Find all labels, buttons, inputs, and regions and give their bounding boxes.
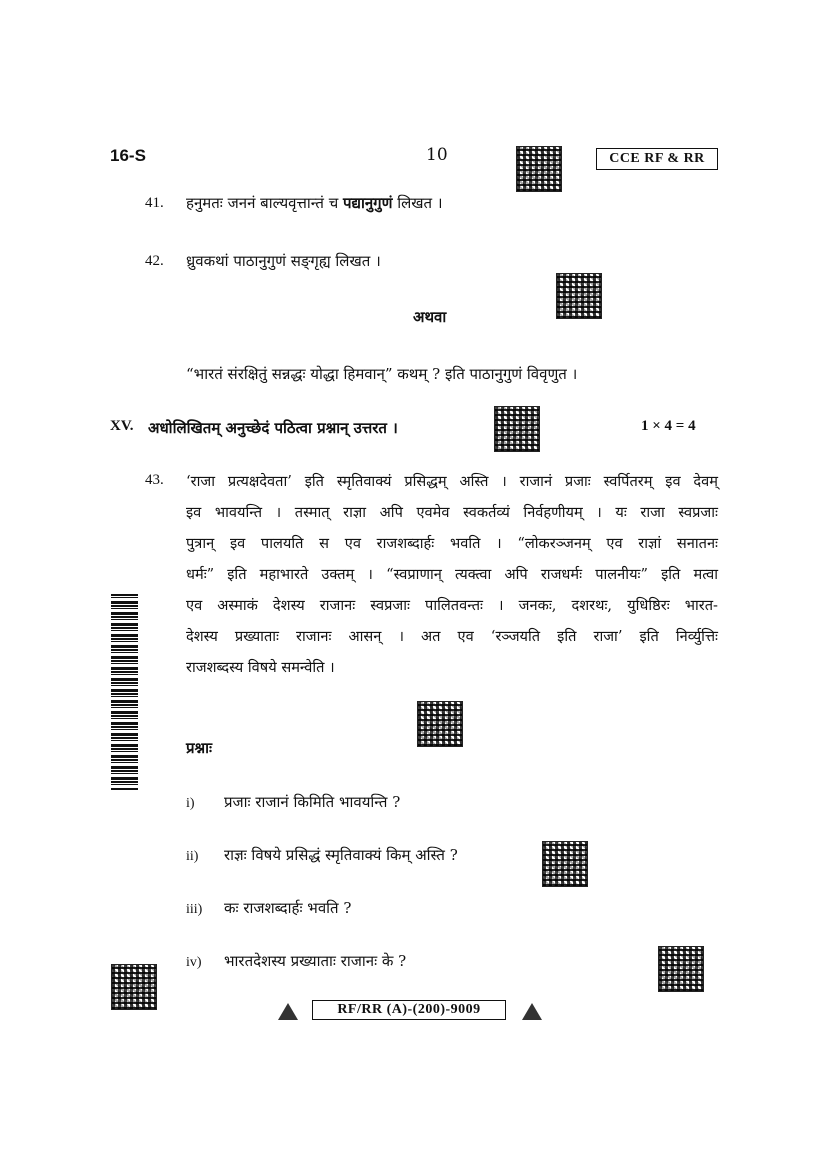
question-41-text-pre: हनुमतः जननं बाल्यवृत्तान्तं च [186, 194, 343, 212]
passage-line: एव अस्माकं देशस्य राजानः स्वप्रजाः पालितवन्तः । जनकः, दशरथः, युधिष्ठिरः भारत- [186, 597, 718, 614]
passage-line: धर्मः” इति महाभारते उक्तम् । “स्वप्राणान् त्यक्त्वा अपि राजधर्मः पालनीयः” इति मत्वा [186, 566, 718, 583]
sub-question-number-3: iii) [186, 902, 203, 917]
qr-code-section [494, 406, 540, 452]
qr-code-passage [417, 701, 463, 747]
sub-question-number-2: ii) [186, 849, 199, 864]
question-41 [186, 193, 443, 213]
qr-code-bottom-left [111, 964, 157, 1010]
footer-triangle-right [522, 1003, 542, 1020]
sub-question-4: भारतदेशस्य प्रख्याताः राजानः के ? [224, 952, 407, 970]
qr-code-header [516, 146, 562, 192]
qr-code-bottom-right [658, 946, 704, 992]
question-number-43: 43. [145, 472, 164, 488]
section-label: XV. [110, 418, 134, 434]
passage-line: ‘राजा प्रत्यक्षदेवता’ इति स्मृतिवाक्यं प्रसिद्धम् अस्ति । राजानं प्रजाः स्वर्पितरम् इव देवम् [186, 473, 718, 490]
section-marks: 1 × 4 = 4 [641, 418, 696, 434]
page-number: 10 [426, 145, 448, 165]
question-41-text-bold: पद्यानुगुणं [342, 194, 393, 212]
question-41-text-post: लिखत । [392, 194, 443, 212]
questions-label: प्रश्नाः [186, 739, 213, 757]
side-barcode [111, 594, 138, 790]
passage-line: राजशब्दस्य विषये समन्वेति । [186, 659, 335, 676]
footer-triangle-left [278, 1003, 298, 1020]
passage-line: पुत्रान् इव पालयति स एव राजशब्दार्हः भवति । “लोकरञ्जनम् एव राज्ञां सनातनः [186, 535, 718, 552]
question-number-41: 41. [145, 195, 164, 211]
qr-code-q42 [556, 273, 602, 319]
section-title: अधोलिखितम् अनुच्छेदं पठित्वा प्रश्नान् उत्तरत । [148, 419, 398, 437]
passage-line: इव भावयन्ति । तस्मात् राज्ञा अपि एवमेव स्वकर्तव्यं निर्वहणीयम् । यः राजा स्वप्रजाः [186, 504, 718, 521]
question-number-42: 42. [145, 253, 164, 269]
passage [186, 466, 718, 683]
footer-code: RF/RR (A)-(200)-9009 [312, 1000, 506, 1020]
question-42-alternative: “भारतं संरक्षितुं सन्नद्धः योद्धा हिमवान्” कथम् ? इति पाठानुगुणं विवृणुत । [186, 365, 578, 383]
sub-question-1: प्रजाः राजानं किमिति भावयन्ति ? [224, 793, 401, 811]
paper-code: 16-S [110, 146, 146, 165]
exam-label-box: CCE RF & RR [596, 148, 718, 170]
passage-line: देशस्य प्रख्याताः राजानः आसन् । अत एव ‘रञ्जयति इति राजा’ इति निर्व्युत्तिः [186, 628, 718, 645]
sub-question-number-1: i) [186, 796, 195, 811]
qr-code-subquestion [542, 841, 588, 887]
sub-question-2: राज्ञः विषये प्रसिद्धं स्मृतिवाक्यं किम् अस्ति ? [224, 846, 458, 864]
question-42: ध्रुवकथां पाठानुगुणं सङ्गृह्य लिखत । [186, 252, 381, 270]
sub-question-3: कः राजशब्दार्हः भवति ? [224, 899, 352, 917]
or-label: अथवा [413, 308, 447, 326]
sub-question-number-4: iv) [186, 955, 202, 970]
